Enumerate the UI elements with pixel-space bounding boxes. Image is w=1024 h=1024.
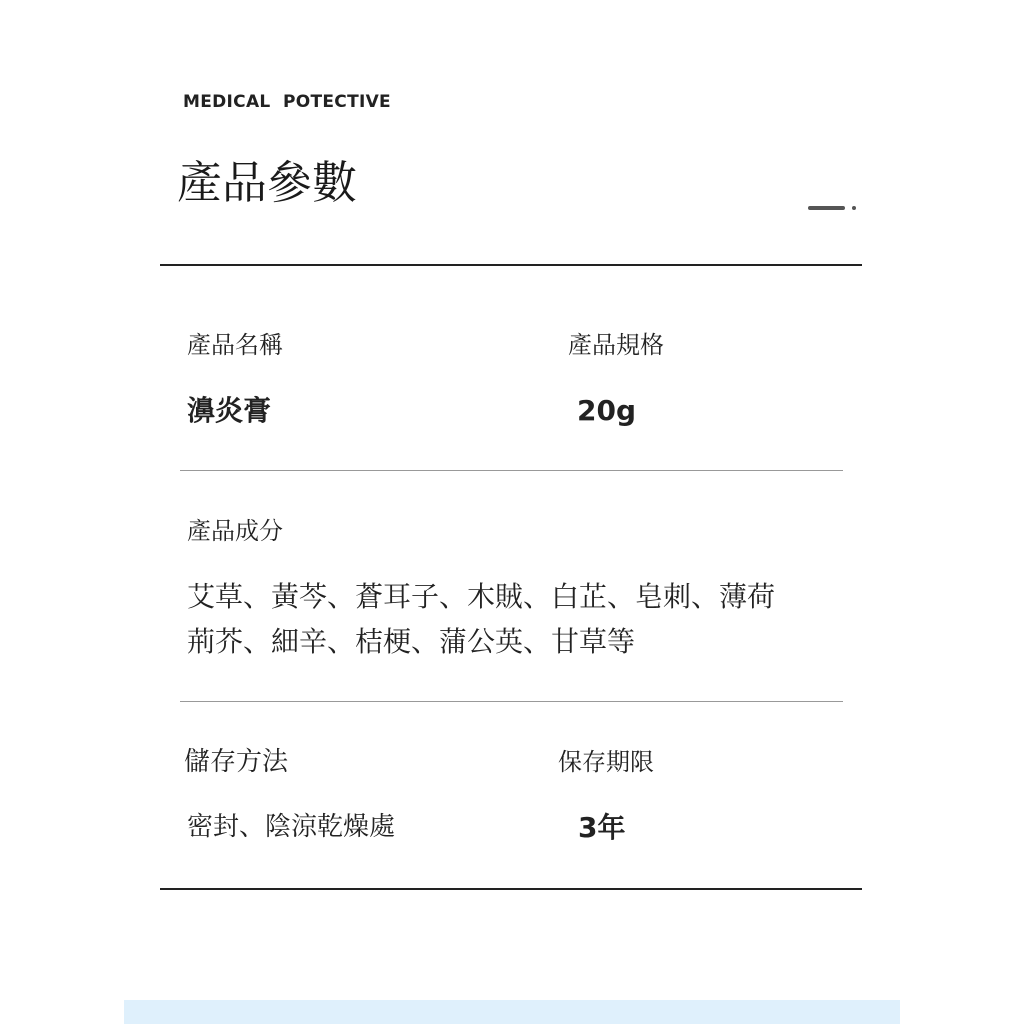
decorative-dot [852, 206, 856, 210]
divider-top [160, 264, 862, 266]
product-name-value: 濞炎膏 [187, 394, 272, 427]
storage-label: 儲存方法 [184, 747, 289, 777]
product-name-label: 產品名稱 [187, 331, 283, 359]
page-title: 產品參數 [177, 156, 358, 209]
storage-value: 密封、陰涼乾燥處 [187, 812, 396, 842]
shelf-life-label: 保存期限 [558, 748, 654, 776]
brand-eyebrow: MEDICAL POTECTIVE [183, 92, 391, 112]
decorative-dash [808, 206, 845, 210]
ingredients-label: 產品成分 [187, 517, 283, 545]
divider [180, 701, 843, 702]
divider-bottom [160, 888, 862, 890]
divider [180, 470, 843, 471]
product-spec-value: 20g [577, 394, 637, 427]
product-spec-label: 產品規格 [568, 331, 664, 359]
shelf-life-value: 3年 [578, 811, 626, 844]
ingredients-line-1: 艾草、黃芩、蒼耳子、木賊、白芷、皂刺、薄荷 [187, 580, 776, 613]
next-section-band [124, 1000, 900, 1024]
ingredients-line-2: 荊芥、細辛、桔梗、蒲公英、甘草等 [187, 625, 636, 658]
